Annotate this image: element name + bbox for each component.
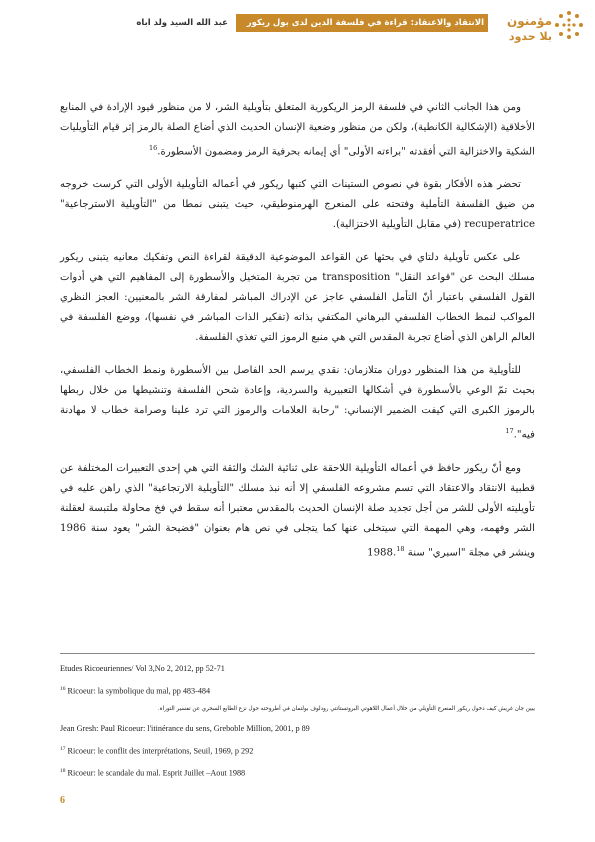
- footnote-number: 16: [60, 686, 66, 692]
- footnote-text: Ricoeur: le scandale du mal. Esprit Juillet –Aout 1988: [67, 769, 246, 779]
- footnote-item: [60, 682, 535, 699]
- footnote-item: [60, 722, 535, 736]
- running-author: عبد الله السيد ولد اباه: [136, 18, 228, 28]
- logo-name: مؤمنون: [506, 14, 552, 28]
- footnote-number: 17: [60, 745, 66, 752]
- footnote-item: [60, 705, 535, 714]
- page-header: [0, 0, 595, 58]
- paragraph-text: ومع أنّ ريكور حافظ في أعماله التأويلية اللاحقة على ثنائية الشك والثقة التي هي إحدى التعبيرات المختلفة عن قطبية الانتقاد والاعتقاد التي تسم مشروعه الفلسفي إلا أنه نبذ مسلك "التأويلية الارتجاعية" الذي راهن عليه في تأويليته الأولى للشر من أجل تجديد صلة الإنسان الحديث بالمقدس معتبرا أنه سقط في فخ محاولة ملتبسة لعقلنة الشر وفهمه، وهي المهمة التي سيتخلى عنها كما يتجلى في نص هام بعنوان "فضيحة الشر" يعود سنة 1986 وينشر في مجلة "اسبري" سنة 1988.: [60, 462, 535, 559]
- footnote-item: [60, 742, 535, 759]
- footnotes-section: [60, 653, 535, 787]
- logo-subtitle: بلا حدود: [508, 30, 552, 43]
- footnote-text: Etudes Ricoeuriennes/ Vol 3,No 2, 2012, pp 52-71: [60, 664, 225, 673]
- page-number: 6: [60, 795, 65, 806]
- paragraph: [60, 98, 535, 162]
- footnote-item: [60, 662, 535, 676]
- paragraph: [60, 459, 535, 563]
- publisher-logo: [494, 8, 586, 52]
- footnote-ref[interactable]: 17: [505, 427, 514, 436]
- footnote-text: Ricoeur: la symbolique du mal, pp 483-484: [67, 686, 211, 696]
- footnote-text: Jean Gresh: Paul Ricoeur: l'itinérance du sens, Greboble Million, 2001, p 89: [60, 723, 310, 733]
- paragraph-text: ومن هذا الجانب الثاني في فلسفة الرمز الريكورية المتعلق بتأويلية الشر، لا من منظور قيود الإرادة في المنابع الأخلاقية (الإشكالية الكانطية)، ولكن من منظور وضعية الإنسان الحديث الذي أضاع الصلة بالرمز إثر قيام التأويليات الشكية والاختزالية التي أفقدته "براءته الأولى" أي إيمانه بحرفية الرمز ومضمون الأسطورة.: [60, 102, 535, 158]
- paragraph-text: تحضر هذه الأفكار بقوة في نصوص الستينات التي كتبها ريكور في أعماله التأويلية الأولى التي كرست خروجه من ضيق الفلسفة التأملية وفتحته على المنعرج الهرمنوطيقي، حيث يتبنى نمطا من "التأويلية الاسترجاعية" recuperatrice (في مقابل التأويلية الاختزالية).: [60, 179, 535, 231]
- paragraph-text: على عكس تأويلية دلتاي في بحثها عن القواعد الموضوعية الدقيقة لقراءة النص وتفكيك معانيه يتبنى ريكور مسلك البحث عن "قواعد النقل" transposition من تجربة المتخيل والأسطورة إلى المفاهيم التي هي أدوات القول الفلسفي باعتبار أنّ التأمل الفلسفي عاجز عن الإدراك المباشر لمفارقة الشر بالمعنيين: العجز النظري المواكب لنمط الخطاب الفلسفي البرهاني المكتفي بذاته (تفكير الذات المباشر في نفسها)، ووضع الفلسفة في العالم الراهن الذي أضاع تجربة المقدس التي هي منبع الرموز التي تغذي الفلسفة.: [60, 252, 535, 344]
- footnote-ref[interactable]: 16: [149, 144, 158, 152]
- paragraph: [60, 175, 535, 235]
- paragraph: [60, 248, 535, 348]
- main-text: [60, 98, 535, 576]
- footnote-number: 18: [60, 768, 66, 775]
- paragraph: [60, 361, 535, 445]
- footnote-item: [60, 764, 535, 781]
- running-title: الانتقاد والاعتقاد: قراءة في فلسفة الدين لدى بول ريكور: [236, 14, 488, 32]
- paragraph-text: للتأويلية من هذا المنظور دوران متلازمان: نقدي يرسم الحد الفاصل بين الأسطورة ونمط الخطاب الفلسفي، بحيث تمّ الوعي بالأسطورة في أشكالها التعبيرية والسردية، وإعادة شحن الفلسفة وتنشيطها من خلال ربطها بالرموز الكبرى التي كيفت الضمير الإنساني: "رحابة العلامات والرموز التي ترد علينا وصرامة خطاب لا مهادنة فيه".: [60, 365, 535, 441]
- footnote-text: يبين جان غريش كيف دخول ريكور المنعرج التأويلي من خلال أعمال اللاهوتي البروتستانتي رودلوف بولتمان في أطروحته حول نزع الطابع السحري عن تفسير التوراة.: [157, 705, 535, 712]
- footnote-text: Ricoeur: le conflit des interprétations, Seuil, 1969, p 292: [67, 746, 254, 756]
- footnote-ref[interactable]: 18: [396, 544, 405, 553]
- dots-logo-icon: [554, 10, 584, 40]
